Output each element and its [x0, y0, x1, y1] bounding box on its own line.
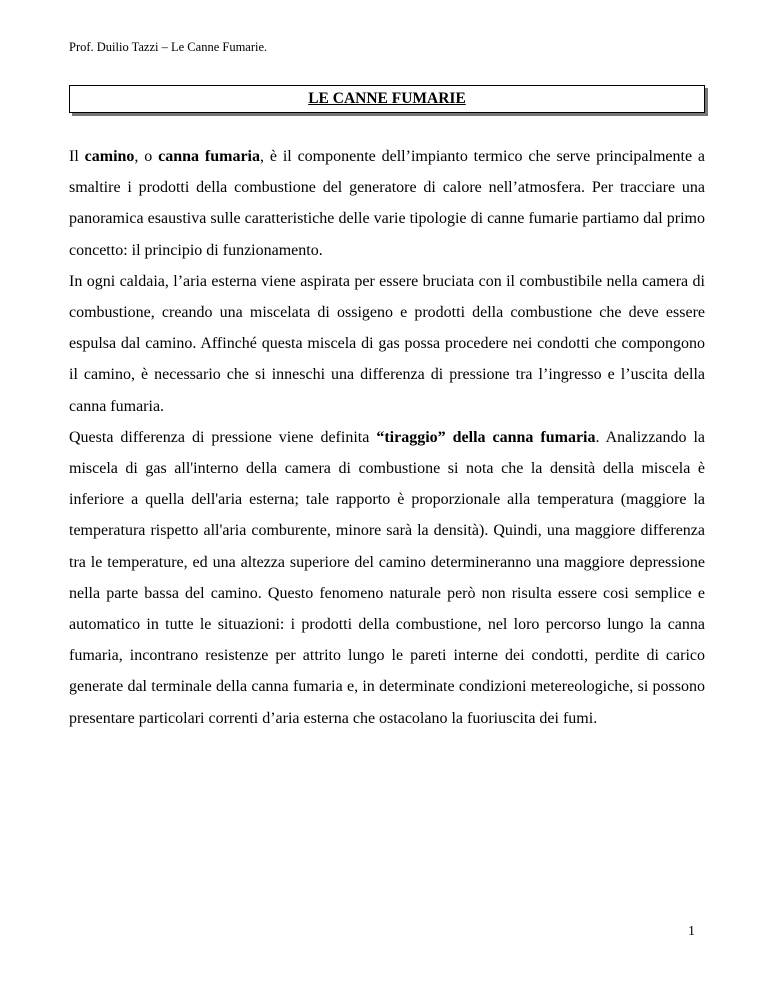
- paragraph-3-text-b: . Analizzando la miscela di gas all'interno della camera di combustione si nota che la densità della miscela è inferiore a quella dell'aria esterna; tale rapporto è proporzionale alla temperatura (maggiore la temperatura rispetto all'aria comburente, minore sarà la densità). Quindi, una maggiore differenza tra le temperature, ed una altezza superiore del camino determineranno una maggiore depressione nella parte bassa del camino. Questo fenomeno naturale però non risulta essere cosi semplice e automatico in tutte le situazioni: i prodotti della combustione, nel loro percorso lungo la canna fumaria, incontrano resistenze per attrito lungo le pareti interne dei condotti, perdite di carico generate dal terminale della canna fumaria e, in determinate condizioni metereologiche, si possono presentare particolari correnti d’aria esterna che ostacolano la fuoriuscita dei fumi.: [69, 428, 705, 727]
- page-number: 1: [688, 924, 695, 939]
- paragraph-1: [69, 141, 705, 266]
- document-title: LE CANNE FUMARIE: [308, 90, 466, 107]
- term-canna-fumaria: canna fumaria: [158, 148, 260, 165]
- paragraph-2: In ogni caldaia, l’aria esterna viene aspirata per essere bruciata con il combustibile nella camera di combustione, creando una miscelata di ossigeno e prodotti della combustione che deve essere espulsa dal camino. Affinché questa miscela di gas possa procedere nei condotti che compongono il camino, è necessario che si inneschi una differenza di pressione tra l’ingresso e l’uscita della canna fumaria.: [69, 272, 705, 415]
- term-camino: camino: [84, 148, 135, 165]
- paragraph-1-text-b: , o: [134, 148, 159, 165]
- running-header: Prof. Duilio Tazzi – Le Canne Fumarie.: [69, 40, 268, 54]
- title-box: [69, 85, 705, 113]
- paragraph-1-text-c: , è il componente dell’impianto termico che serve principalmente a smaltire i prodotti della combustione del generatore di calore nell’atmosfera. Per tracciare una panoramica esaustiva sulle caratteristiche delle varie tipologie di canne fumarie partiamo dal primo concetto: il principio di funzionamento.: [69, 148, 706, 259]
- body-text: [69, 141, 705, 734]
- paragraph-3-text-a: Questa differenza di pressione viene definita: [69, 428, 377, 446]
- paragraph-1-text-a: Il: [69, 148, 85, 165]
- paragraph-3: [69, 422, 705, 734]
- term-tiraggio: “tiraggio” della canna fumaria: [376, 428, 596, 446]
